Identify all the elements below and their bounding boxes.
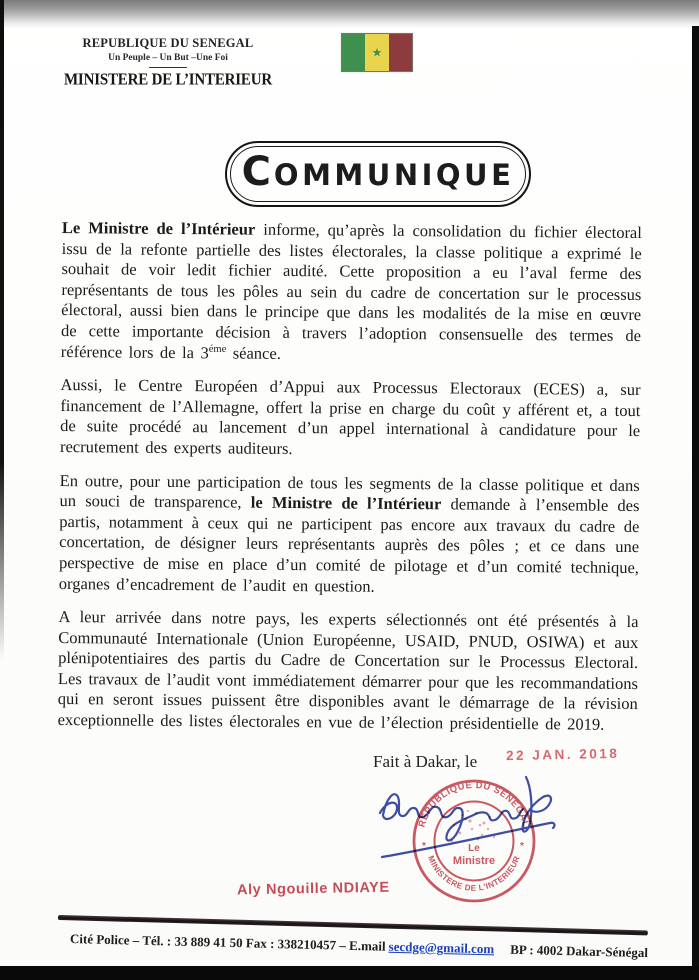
star-icon: ★	[371, 45, 383, 60]
stamp-separator-right: *	[520, 841, 524, 852]
stamp-arc-bottom-text: MINISTERE DE L'INTERIEUR	[426, 854, 522, 893]
stamp-separator-left: *	[422, 841, 426, 852]
letterhead-divider	[149, 67, 187, 68]
document-body	[57, 218, 642, 749]
stamp-arc-top-text: REPUBLIQUE DU SENEGAL	[416, 779, 532, 829]
scan-edge-left	[0, 0, 4, 660]
dateline-label: Fait à Dakar, le	[373, 752, 478, 771]
signature-ink	[360, 765, 570, 875]
communique-title-box	[225, 141, 531, 207]
republic-title: REPUBLIQUE DU SENEGAL	[82, 36, 254, 50]
paragraph-3-end: demande à l’ensemble des partis, notamment à ceux qui ne participent pas encore aux travaux du cadre de concertation, de désigner leurs représentants auprès des pôles ; et ce dans une perspective de mise en place d’un comité de pilotage et d’un comité technique, organes d’encadrement de l’audit en question.	[58, 494, 640, 596]
footer-email-link[interactable]: secdge@gmail.com	[388, 938, 495, 957]
communique-title	[230, 146, 526, 202]
bold-ministre-mention: Le Ministre de l’Intérieur	[61, 218, 256, 239]
paragraph-1-text: informe, qu’après la consolidation du fichier électoral issu de la refonte partielle des listes électorales, la classe politique a exprimé le souhait de voir ledit fichier audité. Cette proposition a eu l’aval ferme des représentants de tous les pôles au sein du cadre de concertation sur le processus électoral, aussi bien dans le principe que dans les modalités de la mise en œuvre de cette importante décision à travers l’adoption consensuelle des termes de référence lors de la 3	[60, 219, 642, 362]
bold-ministre-mention-2: le Ministre de l’Intérieur	[250, 492, 442, 514]
signature-underline	[382, 823, 554, 857]
scan-edge-top	[0, 0, 699, 28]
flag-green-panel	[342, 34, 365, 71]
footer-po-box: BP : 4002 Dakar-Sénégal	[509, 941, 649, 961]
paragraph-2: Aussi, le Centre Européen d’Appui aux Processus Electoraux (ECES) a, sur financement de l’Allemagne, offert la prise en charge du coût y afférent et, a tout de suite procédé au lancement d’un appel international à candidature pour le recrutement des experts auditeurs.	[59, 375, 641, 458]
senegal-flag-icon	[341, 33, 413, 72]
stamp-center-line1: Le	[468, 843, 480, 854]
ministry-title: MINISTERE DE L’INTERIEUR	[63, 70, 273, 90]
scan-edge-bottom	[0, 966, 699, 980]
signer-name-stamp: Aly Ngouille NDIAYE	[236, 879, 390, 899]
footer-address-phone: Cité Police – Tél. : 33 889 41 50 Fax : 338210457 – E.mail	[69, 931, 386, 954]
paragraph-1-end: séance.	[226, 343, 281, 363]
superscript-eme: éme	[208, 343, 227, 355]
paragraph-1	[61, 218, 642, 367]
footer-contact-info	[70, 931, 690, 962]
title-first-letter: C	[241, 149, 274, 195]
letterhead	[52, 36, 284, 89]
flag-yellow-panel	[365, 34, 388, 71]
stamp-center-line2: Ministre	[452, 855, 496, 867]
scan-edge-right	[692, 26, 699, 980]
paragraph-3-text: En outre, pour une participation de tous les segments de la classe politique et dans un souci de transparence,	[59, 470, 640, 512]
paragraph-3	[59, 471, 640, 600]
title-rest: OMMUNIQUE	[273, 158, 515, 192]
date-stamp: 22 JAN. 2018	[505, 745, 620, 764]
national-motto: Un Peuple – Un But –Une Foi	[108, 53, 228, 63]
flag-red-panel	[389, 34, 412, 71]
paragraph-4: A leur arrivée dans notre pays, les experts sélectionnés ont été présentés à la Communauté Internationale (Union Européenne, USAID, PNUD, OSIWA) et aux plénipotentiaires des partis du Cadre de Concertation sur le Processus Electoral. Les travaux de l’audit vont immédiatement démarrer pour que les recommandations qui en seront issues puissent être disponibles avant le démarrage de la révision exceptionnelle des listes électorales en vue de l’élection présidentielle de 2019.	[57, 607, 639, 734]
